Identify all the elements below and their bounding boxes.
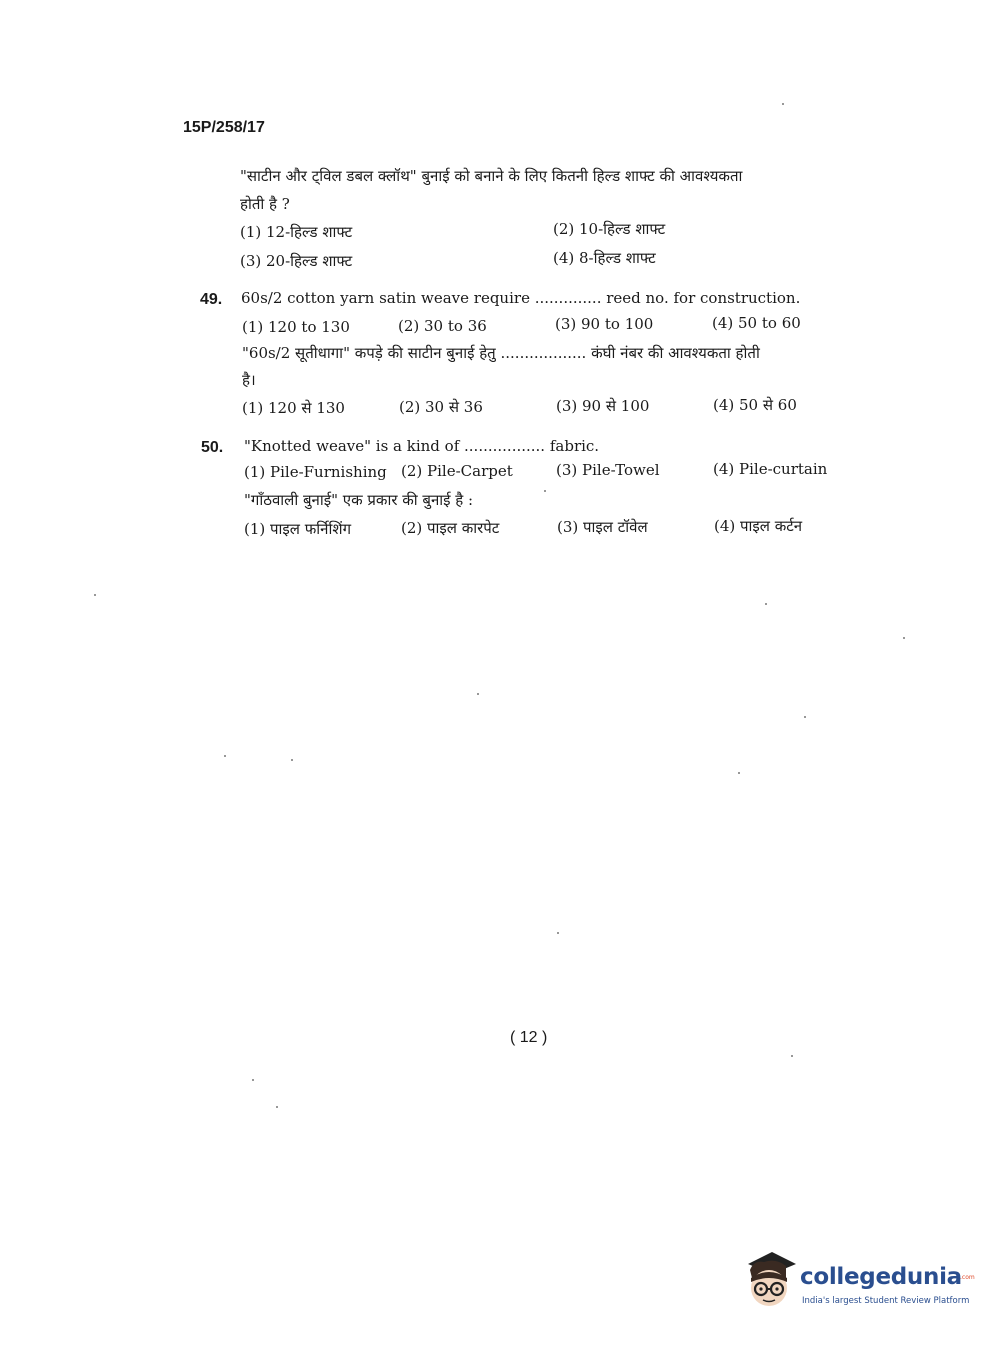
- scan-speck: [477, 693, 479, 695]
- logo-tagline: India's largest Student Review Platform: [802, 1296, 970, 1306]
- q50-english: "Knotted weave" is a kind of ................. fabric.: [244, 437, 600, 455]
- q50-option-4-hi: (4) पाइल कर्टन: [714, 517, 803, 535]
- q50-hindi: "गाँठवाली बुनाई" एक प्रकार की बुनाई है :: [244, 491, 474, 509]
- q48-option-4: (4) 8-हिल्ड शाफ्ट: [553, 249, 656, 267]
- q50-option-2-hi: (2) पाइल कारपेट: [401, 519, 500, 537]
- scan-speck: [224, 755, 226, 757]
- scan-speck: [544, 490, 546, 492]
- q48-hindi-line2: होती है ?: [240, 195, 290, 213]
- q49-english: 60s/2 cotton yarn satin weave require .............. reed no. for construction.: [241, 289, 801, 307]
- q50-number: 50.: [201, 439, 224, 456]
- scan-speck: [765, 603, 767, 605]
- q50-option-4-en: (4) Pile-curtain: [713, 460, 828, 478]
- q49-option-2-hi: (2) 30 से 36: [399, 398, 483, 416]
- mascot-icon: [742, 1248, 800, 1312]
- q49-option-1-hi: (1) 120 से 130: [242, 399, 345, 417]
- q48-hindi-line1: "साटीन और ट्विल डबल क्लॉथ" बुनाई को बनाने के लिए कितनी हिल्ड शाफ्ट की आवश्यकता: [240, 167, 743, 185]
- q50-option-1-hi: (1) पाइल फर्निशिंग: [244, 520, 352, 538]
- q49-hindi-line1: "60s/2 सूतीधागा" कपड़े की साटीन बुनाई हेतु .................. कंघी नंबर की आवश्यकता होती: [242, 344, 760, 362]
- q49-number: 49.: [200, 291, 223, 308]
- page-number: ( 12 ): [510, 1029, 548, 1046]
- scan-speck: [94, 594, 96, 596]
- q50-option-3-hi: (3) पाइल टॉवेल: [557, 518, 648, 536]
- q49-option-4-hi: (4) 50 से 60: [713, 396, 797, 414]
- q49-option-3-hi: (3) 90 से 100: [556, 397, 650, 415]
- q48-option-3: (3) 20-हिल्ड शाफ्ट: [240, 252, 353, 270]
- scan-speck: [903, 637, 905, 639]
- logo-wordmark: collegedunia: [800, 1264, 962, 1290]
- q50-option-1-en: (1) Pile-Furnishing: [244, 463, 387, 481]
- q49-option-3-en: (3) 90 to 100: [555, 315, 654, 333]
- scan-speck: [804, 716, 806, 718]
- scan-speck: [557, 932, 559, 934]
- q48-option-2: (2) 10-हिल्ड शाफ्ट: [553, 220, 666, 238]
- scan-speck: [791, 1055, 793, 1057]
- q49-option-1-en: (1) 120 to 130: [242, 318, 350, 336]
- q49-option-2-en: (2) 30 to 36: [398, 317, 487, 335]
- scan-speck: [738, 772, 740, 774]
- scan-speck: [252, 1079, 254, 1081]
- scan-speck: [276, 1106, 278, 1108]
- q50-option-3-en: (3) Pile-Towel: [556, 461, 660, 479]
- q50-option-2-en: (2) Pile-Carpet: [401, 462, 513, 480]
- paper-code: 15P/258/17: [183, 119, 265, 136]
- scan-speck: [291, 759, 293, 761]
- q49-hindi-line2: है।: [242, 371, 256, 389]
- collegedunia-logo: [742, 1248, 975, 1312]
- q49-option-4-en: (4) 50 to 60: [712, 314, 801, 332]
- logo-suffix: .com: [960, 1274, 975, 1281]
- scan-speck: [782, 103, 784, 105]
- q48-option-1: (1) 12-हिल्ड शाफ्ट: [240, 223, 353, 241]
